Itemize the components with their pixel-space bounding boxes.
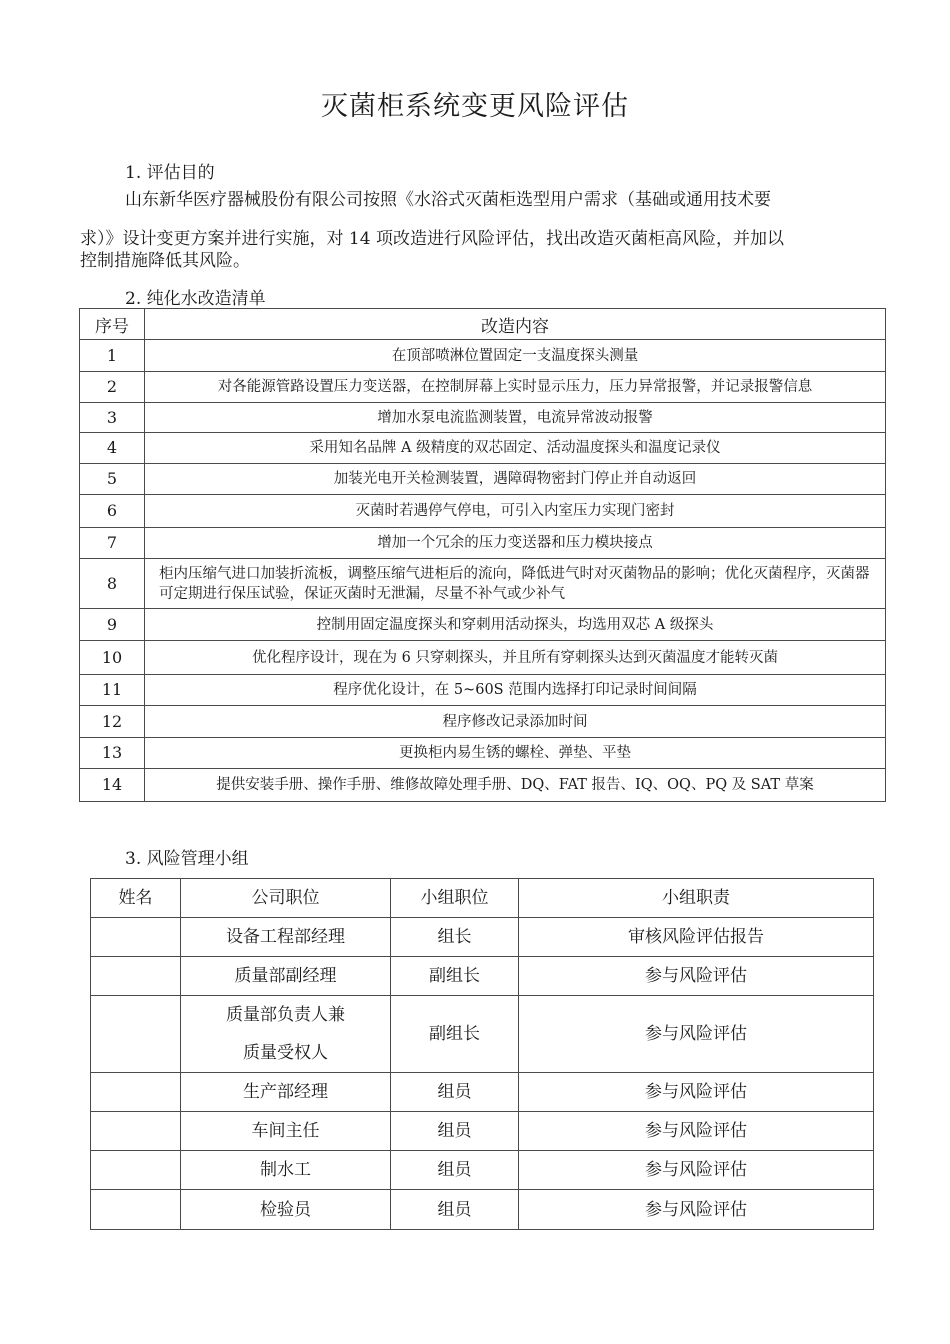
- member-name: [91, 1190, 181, 1230]
- company-position: 车间主任: [181, 1112, 391, 1151]
- table-row: [80, 372, 886, 403]
- column-header-company-position: 公司职位: [181, 879, 391, 918]
- row-content: 优化程序设计，现在为 6 只穿刺探头，并且所有穿刺探头达到灭菌温度才能转灭菌: [145, 641, 886, 675]
- purpose-paragraph-line-2: 求）》设计变更方案并进行实施，对 14 项改造进行风险评估，找出改造灭菌柜高风险，并加以: [80, 229, 784, 249]
- table-row: [91, 918, 874, 957]
- section3-heading: 3. 风险管理小组: [125, 849, 249, 869]
- group-duty: 参与风险评估: [519, 996, 874, 1073]
- row-index: 6: [80, 495, 145, 528]
- group-duty: 参与风险评估: [519, 957, 874, 996]
- row-content: 更换柜内易生锈的螺栓、弹垫、平垫: [145, 738, 886, 769]
- row-index: 1: [80, 340, 145, 372]
- column-header-content: 改造内容: [145, 309, 886, 340]
- group-position: 组员: [391, 1190, 519, 1230]
- table-row: [80, 609, 886, 641]
- row-content: 控制用固定温度探头和穿刺用活动探头，均选用双芯 A 级探头: [145, 609, 886, 641]
- group-position: 副组长: [391, 996, 519, 1073]
- company-position-line-1: 质量部负责人兼: [226, 1005, 345, 1025]
- row-content: 采用知名品牌 A 级精度的双芯固定、活动温度探头和温度记录仪: [145, 433, 886, 464]
- row-index: 3: [80, 403, 145, 433]
- table-row: [91, 1190, 874, 1230]
- row-index: 7: [80, 528, 145, 559]
- company-position: 设备工程部经理: [181, 918, 391, 957]
- row-content: 增加水泵电流监测装置，电流异常波动报警: [145, 403, 886, 433]
- row-content: 在顶部喷淋位置固定一支温度探头测量: [145, 340, 886, 372]
- company-position: 生产部经理: [181, 1073, 391, 1112]
- group-position: 组员: [391, 1073, 519, 1112]
- table-row: [91, 1151, 874, 1190]
- group-position: 副组长: [391, 957, 519, 996]
- member-name: [91, 1073, 181, 1112]
- table-row: [91, 1112, 874, 1151]
- table-row: [80, 433, 886, 464]
- company-position: 质量部副经理: [181, 957, 391, 996]
- row-index: 4: [80, 433, 145, 464]
- group-position: 组员: [391, 1151, 519, 1190]
- table-row: [80, 495, 886, 528]
- group-position: 组长: [391, 918, 519, 957]
- table-row: [80, 340, 886, 372]
- table-row: [80, 464, 886, 495]
- row-index: 2: [80, 372, 145, 403]
- row-index: 8: [80, 559, 145, 609]
- row-content: 对各能源管路设置压力变送器，在控制屏幕上实时显示压力，压力异常报警，并记录报警信息: [145, 372, 886, 403]
- table-row: [80, 403, 886, 433]
- table-row: [80, 706, 886, 738]
- row-index: 12: [80, 706, 145, 738]
- change-list-table: [79, 308, 886, 802]
- company-position: 制水工: [181, 1151, 391, 1190]
- member-name: [91, 1112, 181, 1151]
- row-index: 10: [80, 641, 145, 675]
- row-content: 程序优化设计，在 5~60S 范围内选择打印记录时间间隔: [145, 675, 886, 706]
- row-content: 提供安装手册、操作手册、维修故障处理手册、DQ、FAT 报告、IQ、OQ、PQ 及 SAT 草案: [145, 769, 886, 802]
- column-header-duty: 小组职责: [519, 879, 874, 918]
- row-index: 9: [80, 609, 145, 641]
- table-header-row: [91, 879, 874, 918]
- table-row: [91, 1073, 874, 1112]
- table-row: [80, 641, 886, 675]
- row-content: 增加一个冗余的压力变送器和压力模块接点: [145, 528, 886, 559]
- column-header-group-position: 小组职位: [391, 879, 519, 918]
- column-header-index: 序号: [80, 309, 145, 340]
- table-row: [80, 559, 886, 609]
- table-row: [91, 996, 874, 1073]
- page-title: 灭菌柜系统变更风险评估: [321, 91, 629, 122]
- section2-heading: 2. 纯化水改造清单: [125, 289, 266, 309]
- table-row: [80, 528, 886, 559]
- purpose-paragraph-line-3: 控制措施降低其风险。: [80, 251, 250, 271]
- row-index: 5: [80, 464, 145, 495]
- group-duty: 审核风险评估报告: [519, 918, 874, 957]
- table-row: [80, 738, 886, 769]
- row-content: 程序修改记录添加时间: [145, 706, 886, 738]
- section1-heading: 1. 评估目的: [125, 163, 215, 183]
- row-content: 加装光电开关检测装置，遇障碍物密封门停止并自动返回: [145, 464, 886, 495]
- row-content: 灭菌时若遇停气停电，可引入内室压力实现门密封: [145, 495, 886, 528]
- row-content: 柜内压缩气进口加装折流板，调整压缩气进柜后的流向，降低进气时对灭菌物品的影响；优化灭菌程序，灭菌器可定期进行保压试验，保证灭菌时无泄漏，尽量不补气或少补气: [145, 559, 886, 609]
- table-row: [80, 675, 886, 706]
- table-row: [91, 957, 874, 996]
- company-position: [181, 996, 391, 1073]
- row-index: 14: [80, 769, 145, 802]
- purpose-paragraph-line-1: 山东新华医疗器械股份有限公司按照《水浴式灭菌柜选型用户需求（基础或通用技术要: [125, 190, 771, 210]
- group-duty: 参与风险评估: [519, 1190, 874, 1230]
- member-name: [91, 1151, 181, 1190]
- group-duty: 参与风险评估: [519, 1073, 874, 1112]
- table-header-row: [80, 309, 886, 340]
- group-duty: 参与风险评估: [519, 1151, 874, 1190]
- table-row: [80, 769, 886, 802]
- row-index: 13: [80, 738, 145, 769]
- company-position: 检验员: [181, 1190, 391, 1230]
- group-position: 组员: [391, 1112, 519, 1151]
- row-index: 11: [80, 675, 145, 706]
- member-name: [91, 996, 181, 1073]
- member-name: [91, 918, 181, 957]
- member-name: [91, 957, 181, 996]
- column-header-name: 姓名: [91, 879, 181, 918]
- company-position-line-2: 质量受权人: [243, 1043, 328, 1063]
- risk-team-table: [90, 878, 874, 1230]
- group-duty: 参与风险评估: [519, 1112, 874, 1151]
